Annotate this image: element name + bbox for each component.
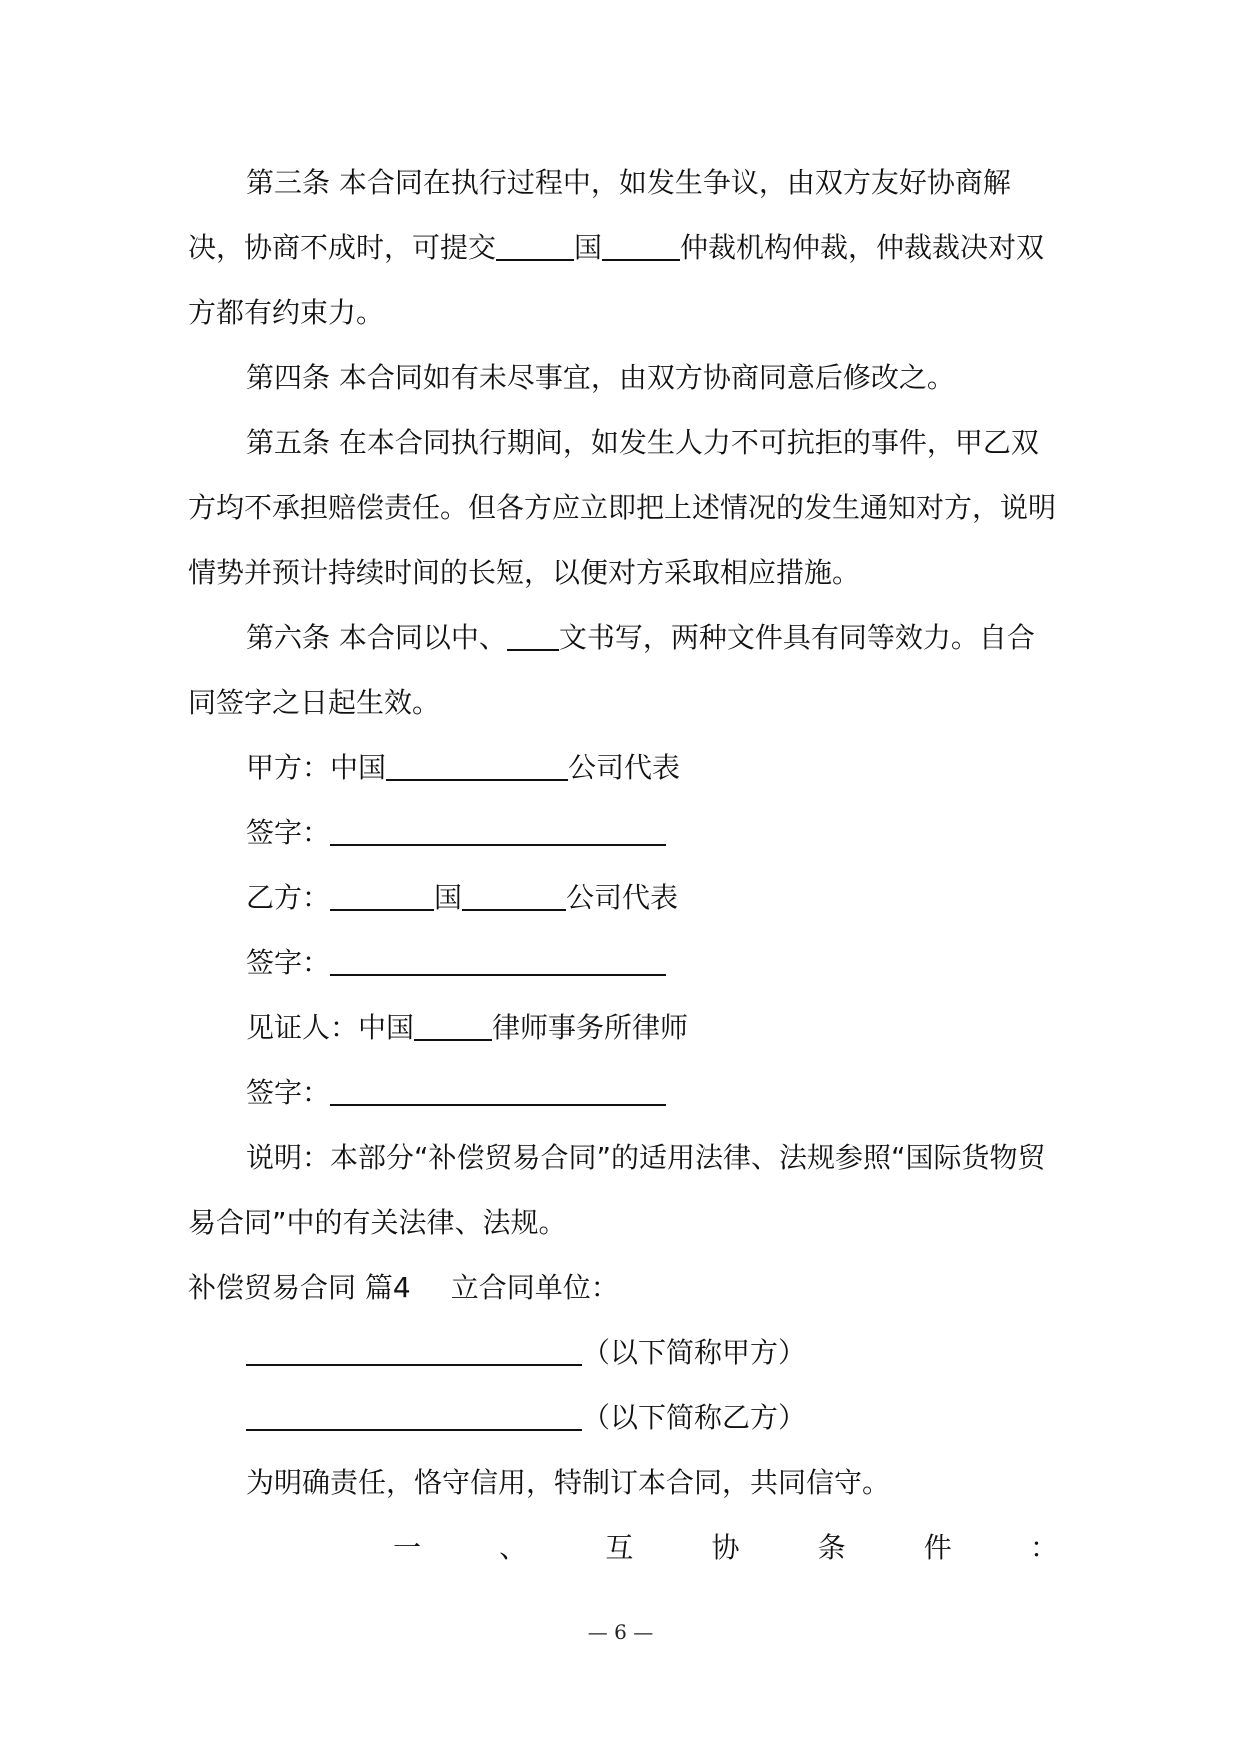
title-char: 互 [605, 1531, 634, 1564]
clause-3 [188, 150, 1058, 345]
sign-label: 签字： [246, 946, 331, 979]
party-a-line [188, 735, 1058, 800]
clause-3-text-a: 第三条 本合同在执行过程中，如发生争议，由双方友好协商解决，协商不成时，可提交 [188, 166, 1011, 264]
witness-line [188, 995, 1058, 1060]
contract-intro: 为明确责任，恪守信用，特制订本合同，共同信守。 [246, 1466, 891, 1499]
clause-6 [188, 605, 1058, 735]
section-title-mutual-conditions [188, 1515, 1058, 1580]
contract-unit-label: 立合同单位： [450, 1271, 619, 1304]
blank-field[interactable] [602, 229, 680, 261]
party-b-label: 乙方： [246, 881, 331, 914]
party-a-ref-label: （以下简称甲方） [582, 1336, 807, 1369]
party-a-signature-field[interactable] [330, 814, 666, 846]
explanatory-note: 说明：本部分“补偿贸易合同”的适用法律、法规参照“国际货物贸易合同”中的有关法律、法规。 [188, 1141, 1046, 1239]
party-b-company-field[interactable] [462, 879, 566, 911]
clause-3-text-c: 仲裁机构仲裁，仲裁裁决对双方都有约束力。 [188, 231, 1045, 329]
title-char: ： [1029, 1531, 1058, 1564]
section-4-heading: 补偿贸易合同 篇4 [188, 1271, 411, 1304]
party-a-signature-line [188, 800, 1058, 865]
witness-lawyer-label: 律师事务所律师 [492, 1011, 689, 1044]
document-body [188, 150, 1058, 1580]
party-a-company-field[interactable] [386, 749, 568, 781]
party-b-country-label: 国 [434, 881, 463, 914]
title-char: 协 [711, 1531, 740, 1564]
party-a-label: 甲方：中国 [246, 751, 387, 784]
title-char: 条 [817, 1531, 846, 1564]
witness-signature-field[interactable] [330, 1074, 666, 1106]
clause-6-text-a: 第六条 本合同以中、 [246, 621, 507, 654]
witness-signature-line [188, 1060, 1058, 1125]
section-4-heading-line [188, 1255, 1058, 1320]
title-char: 一 [393, 1531, 422, 1564]
party-b-name-field[interactable] [246, 1399, 582, 1431]
sign-label: 签字： [246, 1076, 331, 1109]
witness-firm-field[interactable] [414, 1009, 492, 1041]
title-char: 、 [499, 1531, 528, 1564]
party-b-ref-line [188, 1385, 1058, 1450]
party-a-ref-line [188, 1320, 1058, 1385]
clause-5: 第五条 在本合同执行期间，如发生人力不可抗拒的事件，甲乙双方均不承担赔偿责任。但各方应立即把上述情况的发生通知对方，说明情势并预计持续时间的长短，以便对方采取相应措施。 [188, 426, 1057, 589]
blank-field[interactable] [496, 229, 574, 261]
clause-3-text-b: 国 [574, 231, 603, 264]
party-a-name-field[interactable] [246, 1334, 582, 1366]
blank-field[interactable] [507, 619, 559, 651]
clause-6-text-b: 文书写，两种文件具有同等效力。自合同签字之日起生效。 [188, 621, 1035, 719]
party-b-signature-field[interactable] [330, 944, 666, 976]
party-b-country-field[interactable] [330, 879, 434, 911]
witness-label: 见证人：中国 [246, 1011, 415, 1044]
party-b-rep-label: 公司代表 [566, 881, 679, 914]
party-b-ref-label: （以下简称乙方） [582, 1401, 807, 1434]
page-number: — 6 — [587, 1620, 654, 1644]
sign-label: 签字： [246, 816, 331, 849]
clause-4: 第四条 本合同如有未尽事宜，由双方协商同意后修改之。 [246, 361, 955, 394]
party-b-signature-line [188, 930, 1058, 995]
title-char: 件 [923, 1531, 952, 1564]
party-b-line [188, 865, 1058, 930]
party-a-rep-label: 公司代表 [568, 751, 681, 784]
